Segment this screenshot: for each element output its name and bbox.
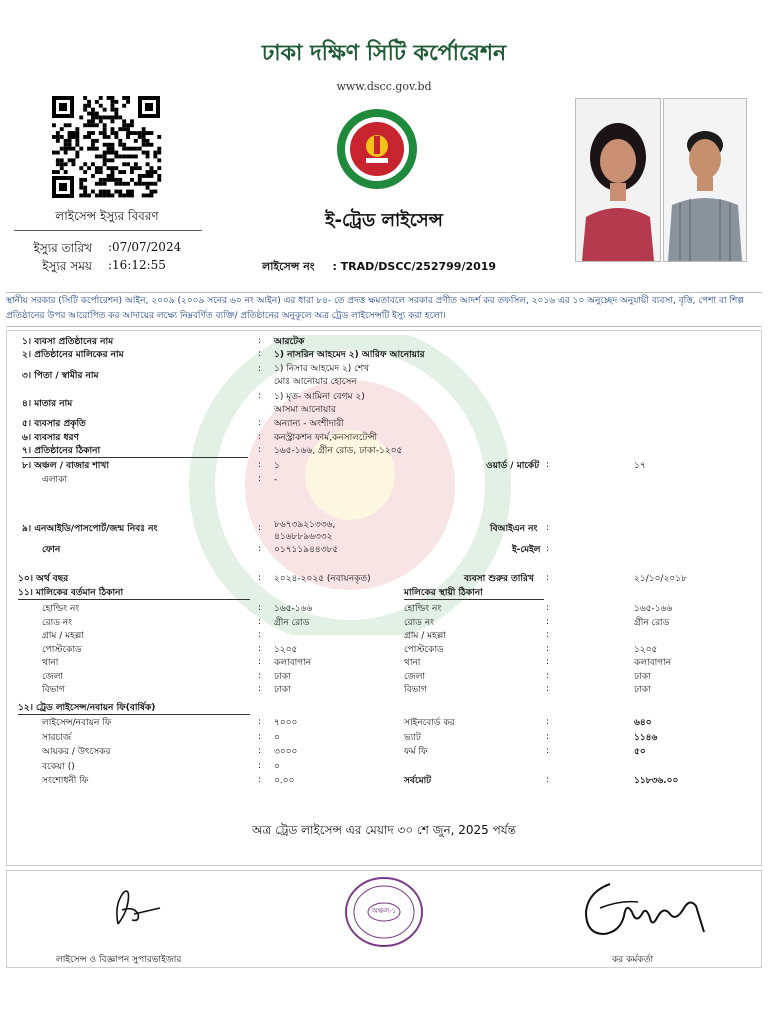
issue-date-value: :07/07/2024 (108, 240, 182, 254)
field-zone-label: ৮। অঞ্চল / বাজার শাখা (22, 461, 109, 471)
address-label: পোস্টকোড (42, 644, 82, 655)
colon: : (258, 670, 262, 681)
colon: : (546, 603, 550, 613)
field-area-label: এলাকা (42, 475, 68, 485)
field-mother-label: ৪। মাতার নাম (22, 399, 73, 409)
colon: : (546, 670, 550, 681)
address-current-value: ঢাকা (274, 671, 291, 682)
address-label: জেলা (404, 671, 426, 682)
colon: : (258, 643, 262, 654)
field-business-type-value: কনস্ট্রাকশন ফার্ম,কনসালটেন্সী (274, 433, 378, 443)
address-label: গ্রাম / মহল্লা (404, 631, 446, 641)
address-permanent-value: গ্রীন রোড (634, 617, 670, 628)
field-mother-value-1: ১) মৃত- আমিনা বেগম ২) (274, 392, 365, 402)
issue-caption: লাইসেন্স ইস্যুর বিবরণ (55, 209, 159, 223)
address-permanent-value: ঢাকা (634, 671, 651, 682)
field-business-type-label: ৬। ব্যবসার ধরণ (22, 433, 79, 443)
fee-value: ০ (274, 732, 280, 743)
issue-date-label: ইস্যুর তারিখ (33, 241, 92, 255)
colon: : (258, 544, 262, 554)
owner-photo-2 (663, 98, 747, 262)
colon: : (546, 684, 550, 694)
field-father-value-1: ১) নিসার আহমেদ ২) শেখ (274, 364, 370, 374)
field-mother-value-2: আসমা আনোয়ার (274, 405, 336, 415)
document-title: ই-ট্রেড লাইসেন্স (325, 210, 443, 231)
address-permanent-value: ১৬৫-১৬৬ (634, 604, 673, 614)
field-address-value: ১৬৫-১৬৬, গ্রীন রোড, ঢাকা-১২০৫ (274, 446, 403, 456)
address-current-value: কলাবাগান (274, 658, 312, 668)
field-zone-value: ১ (274, 461, 280, 471)
person-photo-icon (576, 99, 660, 261)
field-father-value-2: মোঃ আনোয়ার হোসেন (274, 377, 357, 387)
field-current-address-label: ১১। মালিকের বর্তমান ঠিকানা (18, 587, 250, 600)
address-permanent-value: ঢাকা (634, 685, 651, 695)
field-owner-name-value: ১) নাসরিন আহমেদ ২) আরিফ আনোয়ার (274, 350, 425, 360)
address-label: রোড নং (42, 617, 72, 628)
fee-value: ৫০ (634, 747, 646, 757)
colon: : (546, 746, 550, 756)
issue-time-label: ইস্যুর সময় (42, 259, 92, 273)
colon: : (258, 775, 262, 785)
colon: : (546, 775, 550, 785)
colon: : (258, 523, 262, 533)
colon: : (258, 616, 262, 627)
colon: : (546, 544, 550, 554)
fee-label: ভ্যাট (404, 732, 421, 743)
colon: : (258, 746, 262, 756)
field-bin-label: বিআইএন নং (490, 524, 538, 534)
field-start-date-label: ব্যবসা শুরুর তারিখ (464, 574, 534, 584)
fee-value: ১১৪৬ (634, 732, 658, 743)
corporation-seal-logo (336, 108, 418, 190)
field-father-label: ৩। পিতা / স্বামীর নাম (22, 371, 99, 381)
fee-value: ৭০০০ (274, 718, 298, 728)
colon: : (546, 630, 550, 640)
field-email-label: ই-মেইল (512, 545, 541, 555)
address-current-value: ঢাকা (274, 685, 291, 695)
license-number (262, 258, 496, 277)
address-label: হোল্ডিং নং (42, 604, 80, 614)
colon: : (546, 717, 550, 727)
address-label: থানা (42, 658, 59, 668)
field-business-nature-label: ৫। ব্যবসার প্রকৃতি (22, 419, 86, 429)
fee-label: সংশোধনী ফি (42, 776, 89, 786)
address-label: গ্রাম / মহল্লা (42, 631, 84, 641)
address-current-value: ১২০৫ (274, 644, 298, 655)
colon: : (258, 391, 262, 401)
colon: : (546, 573, 550, 583)
fee-label: লাইসেন্স/নবায়ন ফি (42, 718, 112, 728)
colon: : (258, 418, 262, 428)
fee-label: ফর্ম ফি (404, 747, 428, 757)
colon: : (258, 684, 262, 694)
fee-value: ৬৪০ (634, 718, 652, 728)
field-address-label: ৭। প্রতিষ্ঠানের ঠিকানা (22, 445, 248, 458)
supervisor-signature (108, 884, 164, 930)
field-ward-label: ওয়ার্ড / মার্কেট (486, 461, 540, 471)
address-label: রোড নং (404, 617, 434, 628)
validity-statement: অত্র ট্রেড লাইসেন্স এর মেয়াদ ৩০ শে জুন, 2025 পর্যন্ত (252, 823, 516, 837)
colon: : (546, 643, 550, 654)
fee-value: ০.০০ (274, 776, 295, 786)
fee-label: সাইনবোর্ড কর (404, 718, 455, 728)
supervisor-label: লাইসেন্স ও বিজ্ঞাপন সুপারভাইজার (56, 955, 182, 965)
colon: : (258, 573, 262, 583)
issue-date-row (22, 240, 222, 256)
fee-value: ০ (274, 761, 280, 772)
fee-label: সর্বমোট (404, 776, 432, 786)
field-nid-label: ৯। এনআইডি/পাসপোর্ট/জন্ম নিবঃ নং (22, 524, 158, 534)
colon: : (258, 731, 262, 742)
field-nid-value-2: ৪১৬৮৮৯৬৩৩২ (274, 532, 333, 542)
owner-photo-1 (575, 98, 661, 262)
license-no-value: : TRAD/DSCC/252799/2019 (332, 260, 497, 273)
colon: : (258, 474, 262, 484)
address-permanent-value: কলাবাগান (634, 658, 672, 668)
website-url[interactable]: www.dscc.gov.bd (336, 80, 432, 93)
field-fiscal-year-value: ২০২৪-২০২৫ (নবায়নকৃত) (274, 574, 371, 584)
fee-value: ১১৮৩৬.০০ (634, 776, 679, 786)
colon: : (258, 336, 262, 346)
colon: : (258, 460, 262, 470)
stamp-text: অঞ্চল-১ (371, 907, 397, 915)
license-no-label: লাইসেন্স নং (262, 260, 315, 273)
field-nid-value-1: ৮৬৭৩৯২১৩৩৬, (274, 520, 336, 530)
address-label: জেলা (42, 671, 64, 682)
issue-time-value: :16:12:55 (108, 258, 166, 272)
corporation-title: ঢাকা দক্ষিণ সিটি কর্পোরেশন (261, 41, 507, 66)
field-owner-name-label: ২। প্রতিষ্ঠানের মালিকের নাম (22, 350, 124, 360)
field-permanent-address-label: মালিকের স্থায়ী ঠিকানা (404, 587, 544, 600)
colon: : (258, 364, 262, 374)
field-ward-value: ১৭ (634, 461, 646, 471)
colon: : (546, 657, 550, 667)
address-label: বিভাগ (404, 685, 427, 695)
fee-value: ৩০০০ (274, 747, 298, 757)
field-business-name-label: ১। ব্যবসা প্রতিষ্ঠানের নাম (22, 337, 114, 347)
fee-label: আয়কর / উৎসেকর (42, 747, 111, 757)
address-permanent-value: ১২০৫ (634, 644, 658, 655)
fee-label: বকেয়া () (42, 761, 75, 772)
field-business-name-value: আরটেক (274, 337, 305, 347)
qr-code (50, 94, 162, 200)
address-label: পোস্টকোড (404, 644, 444, 655)
colon: : (258, 717, 262, 727)
colon: : (258, 445, 262, 455)
fee-section-label: ১২। ট্রেড লাইসেন্স/নবায়ন ফি(বার্ষিক) (18, 702, 250, 715)
colon: : (258, 603, 262, 613)
address-current-value: গ্রীন রোড (274, 617, 310, 628)
colon: : (258, 349, 262, 359)
field-business-nature-value: অন্যান্য - অংশীদারী (274, 419, 344, 429)
field-phone-value: ০১৭১১৯৪৪৩৮৫ (274, 545, 339, 555)
field-area-value: - (274, 475, 278, 485)
address-current-value: ১৬৫-১৬৬ (274, 604, 313, 614)
issue-time-row (22, 258, 222, 274)
field-phone-label: ফোন (42, 545, 61, 555)
colon: : (546, 731, 550, 742)
colon: : (546, 460, 550, 470)
fee-label: সারচার্জ (42, 732, 72, 743)
address-label: থানা (404, 658, 421, 668)
intro-paragraph: স্থানীয় সরকার (সিটি কর্পোরেশন) আইন, ২০০৯ (২০০৯ সনের ৬০ নং আইন) এর ধারা ৮৪- তে প্রদত্ত ক্ষমতাবলে সরকার প্রণীত আদর্শ কর তফসিল, ২০১৬ এর ১০ অনুচ্ছেদ অনুযায়ী ব্যবসা, বৃত্তি, পেশা বা শিল্প প্রতিষ্ঠানের উপর আরোপিত কর আদায়ের লক্ষ্যে নিম্নবর্ণিত ব্যক্তি/ প্রতিষ্ঠানের অনুকূলে অত্র ট্রেড লাইসেন্সটি ইস্যু করা হলো। (6, 292, 762, 327)
colon: : (258, 760, 262, 771)
colon: : (258, 630, 262, 640)
tax-officer-signature (580, 872, 706, 946)
person-photo-icon (664, 99, 746, 261)
colon: : (546, 616, 550, 627)
field-start-date-value: ২১/১০/২০১৮ (634, 574, 687, 584)
colon: : (258, 657, 262, 667)
colon: : (546, 523, 550, 533)
tax-officer-label: কর কর্মকর্তা (612, 955, 654, 965)
address-label: হোল্ডিং নং (404, 604, 442, 614)
colon: : (258, 432, 262, 442)
address-label: বিভাগ (42, 685, 65, 695)
field-fiscal-year-label: ১০। অর্থ বছর (18, 574, 69, 584)
